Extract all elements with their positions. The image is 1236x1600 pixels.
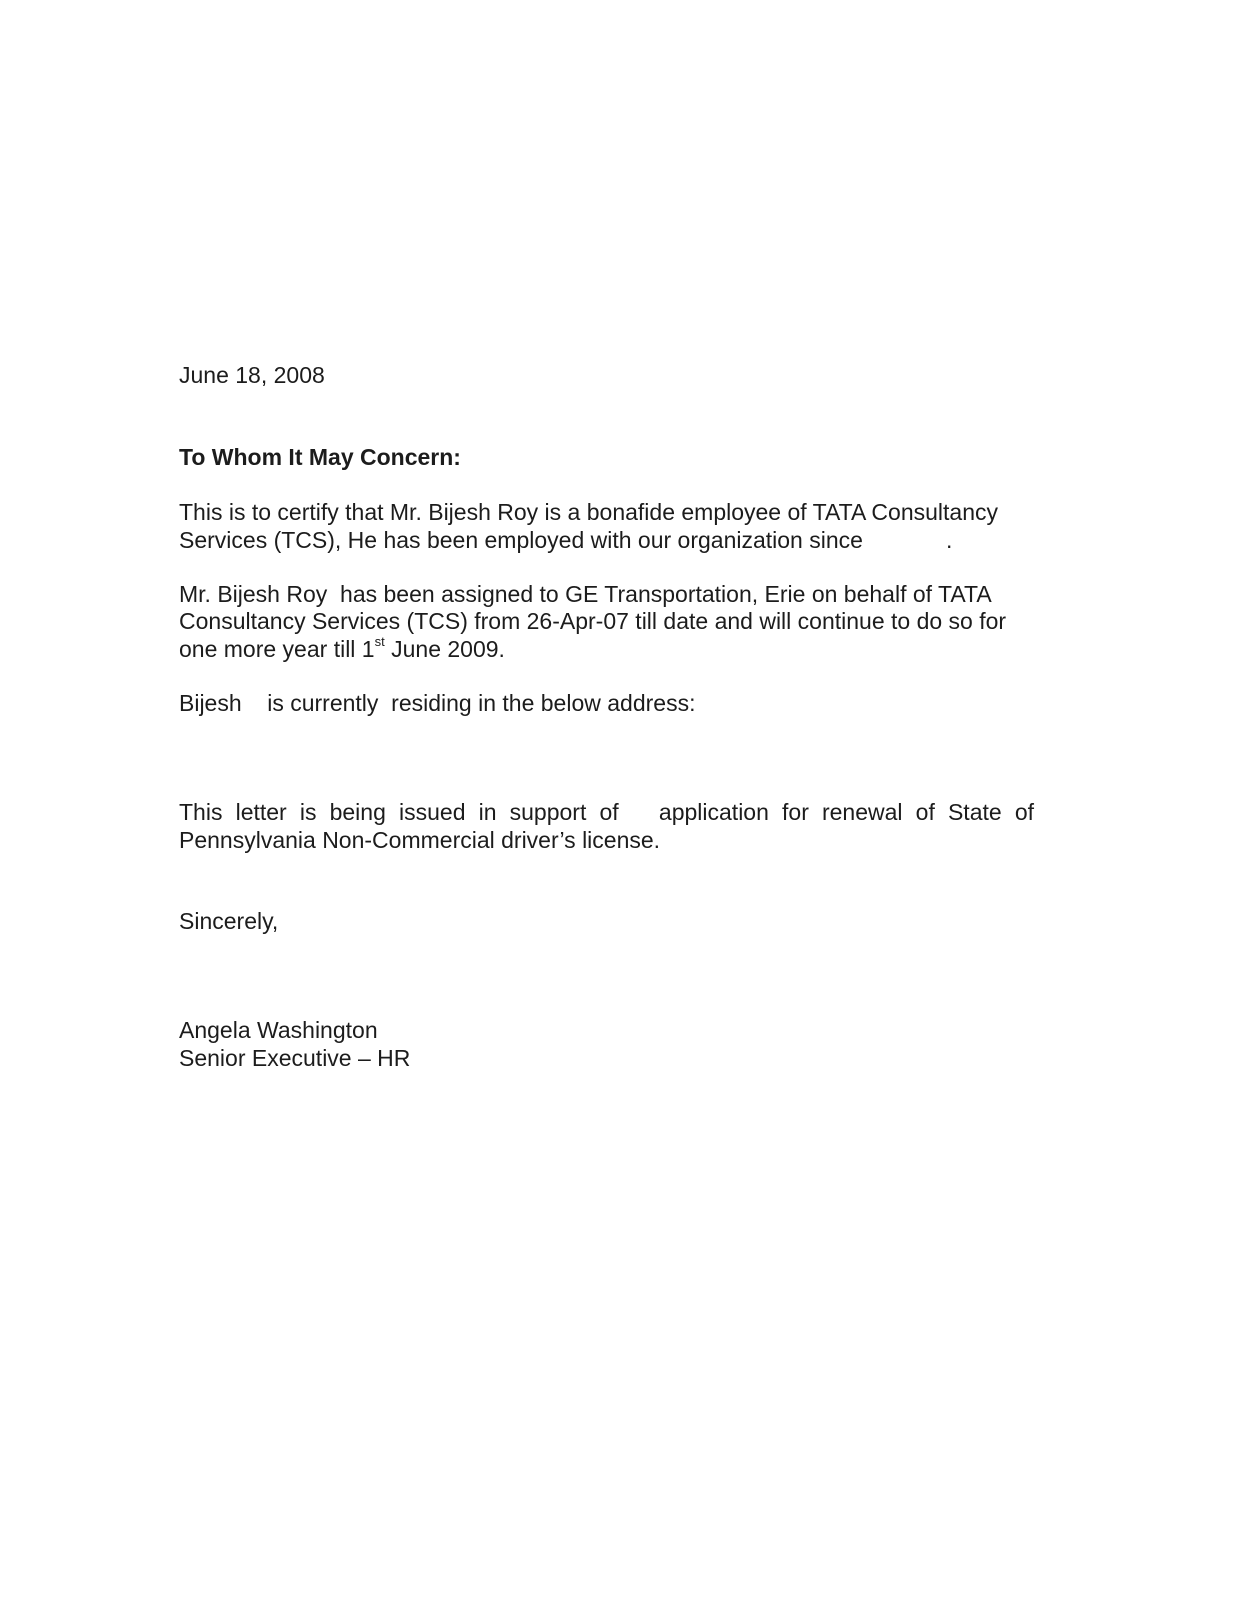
paragraph-1-line-1: This is to certify that Mr. Bijesh Roy is a bonafide employee of TATA Consultancy (179, 499, 998, 525)
word: renewal (821, 799, 903, 825)
paragraph-4-line-2: Pennsylvania Non-Commercial driver’s license. (179, 827, 661, 853)
paragraph-4-line-1 (179, 798, 1034, 826)
word: for (782, 799, 809, 825)
word: of (1014, 799, 1034, 825)
letter-date: June 18, 2008 (179, 362, 325, 388)
paragraph-3: Bijesh is currently residing in the below address: (179, 690, 696, 716)
blank-gap (632, 798, 646, 826)
paragraph-2-line-3 (179, 635, 505, 663)
word: application (658, 799, 769, 825)
paragraph-2-line-1: Mr. Bijesh Roy has been assigned to GE Transportation, Erie on behalf of TATA (179, 581, 992, 607)
ordinal-suffix: st (374, 634, 385, 650)
word: This (179, 799, 223, 825)
closing: Sincerely, (179, 908, 279, 934)
paragraph-1-line-2: Services (TCS), He has been employed with our organization since . (179, 527, 953, 553)
word: in (478, 799, 497, 825)
salutation: To Whom It May Concern: (179, 444, 461, 470)
word: of (915, 799, 935, 825)
word: being (329, 799, 386, 825)
word: is (299, 799, 317, 825)
signer-title: Senior Executive – HR (179, 1045, 411, 1071)
signer-name: Angela Washington (179, 1017, 378, 1043)
word: letter (235, 799, 287, 825)
word: support (509, 799, 587, 825)
word: State (947, 799, 1002, 825)
paragraph-2-line-3-text: one more year till 1 (179, 636, 375, 662)
paragraph-2-line-3-end: June 2009. (384, 636, 505, 662)
paragraph-2-line-2: Consultancy Services (TCS) from 26-Apr-07 till date and will continue to do so for (179, 608, 1007, 634)
word: issued (399, 799, 466, 825)
word: of (599, 799, 619, 825)
